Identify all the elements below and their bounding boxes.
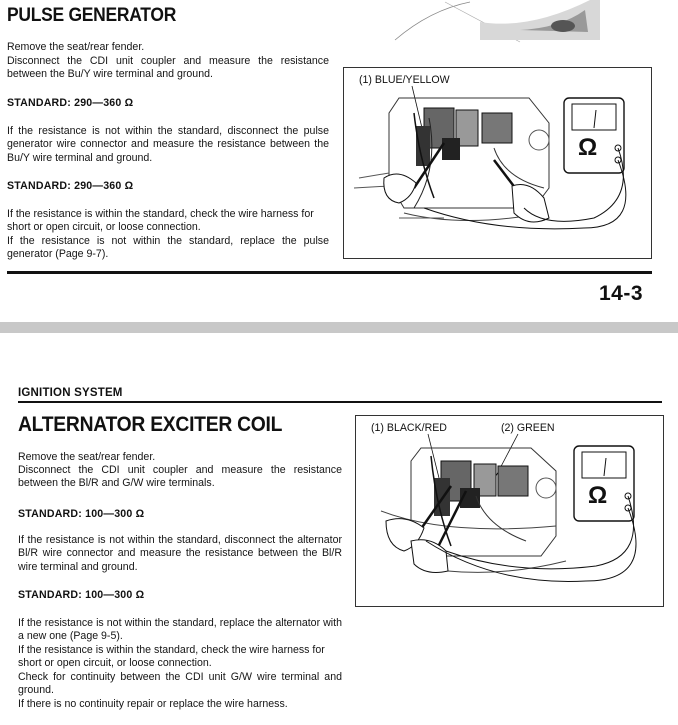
instruction-paragraph: If the resistance is not within the standard, disconnect the pulse generator wire connector and measure the resistance between the Bu/Y wire terminal and ground.: [7, 125, 329, 164]
instruction-paragraph: Disconnect the CDI unit coupler and measure the resistance between the Bl/R and G/W wire terminals.: [18, 464, 342, 490]
figure-callout-label: (1) BLACK/RED: [371, 422, 447, 434]
instruction-paragraph: If the resistance is not within the standard, replace the alternator with a new one (Page 9-5).: [18, 617, 342, 643]
instruction-paragraph: Remove the seat/rear fender.: [18, 451, 156, 463]
standard-value: STANDARD: 290—360 Ω: [7, 180, 134, 192]
instruction-paragraph: If the resistance is within the standard, check the wire harness for short or open circuit, or loose connection.: [18, 644, 325, 670]
ohm-symbol: Ω: [588, 482, 608, 509]
figure-callout-label: (1) BLUE/YELLOW: [359, 74, 450, 86]
exciter-coil-figure: [355, 415, 664, 607]
instruction-paragraph: If the resistance is not within the standard, replace the pulse generator (Page 9-7).: [7, 235, 329, 261]
top-page: [0, 0, 678, 322]
resistance-test-illustration: [356, 416, 663, 606]
standard-value: STANDARD: 100—300 Ω: [18, 508, 145, 520]
page-number: 14-3: [599, 282, 644, 305]
ohm-symbol: Ω: [578, 134, 598, 161]
instruction-paragraph: If there is no continuity repair or replace the wire harness.: [18, 698, 288, 710]
instruction-paragraph: If the resistance is not within the standard, disconnect the alternator Bl/R wire connector and measure the resistance between the Bl/R wire terminal and ground.: [18, 534, 342, 573]
bottom-page: [0, 333, 678, 725]
page-title: PULSE GENERATOR: [7, 5, 177, 26]
instruction-paragraph: Check for continuity between the CDI unit G/W wire terminal and ground.: [18, 671, 342, 697]
instruction-paragraph: Remove the seat/rear fender.: [7, 41, 145, 53]
figure-callout-label: (2) GREEN: [501, 422, 555, 434]
section-header: IGNITION SYSTEM: [18, 387, 123, 399]
standard-value: STANDARD: 290—360 Ω: [7, 97, 134, 109]
instruction-paragraph: If the resistance is within the standard, check the wire harness for short or open circuit, or loose connection.: [7, 208, 314, 234]
pulse-generator-figure: [343, 67, 652, 259]
resistance-test-illustration: [344, 68, 651, 258]
page-title: ALTERNATOR EXCITER COIL: [18, 413, 283, 436]
footer-rule: [7, 271, 652, 274]
section-rule: [18, 401, 662, 403]
page-separator: [0, 322, 678, 333]
instruction-paragraph: Disconnect the CDI unit coupler and measure the resistance between the Bu/Y wire terminal and ground.: [7, 55, 329, 81]
standard-value: STANDARD: 100—300 Ω: [18, 589, 145, 601]
